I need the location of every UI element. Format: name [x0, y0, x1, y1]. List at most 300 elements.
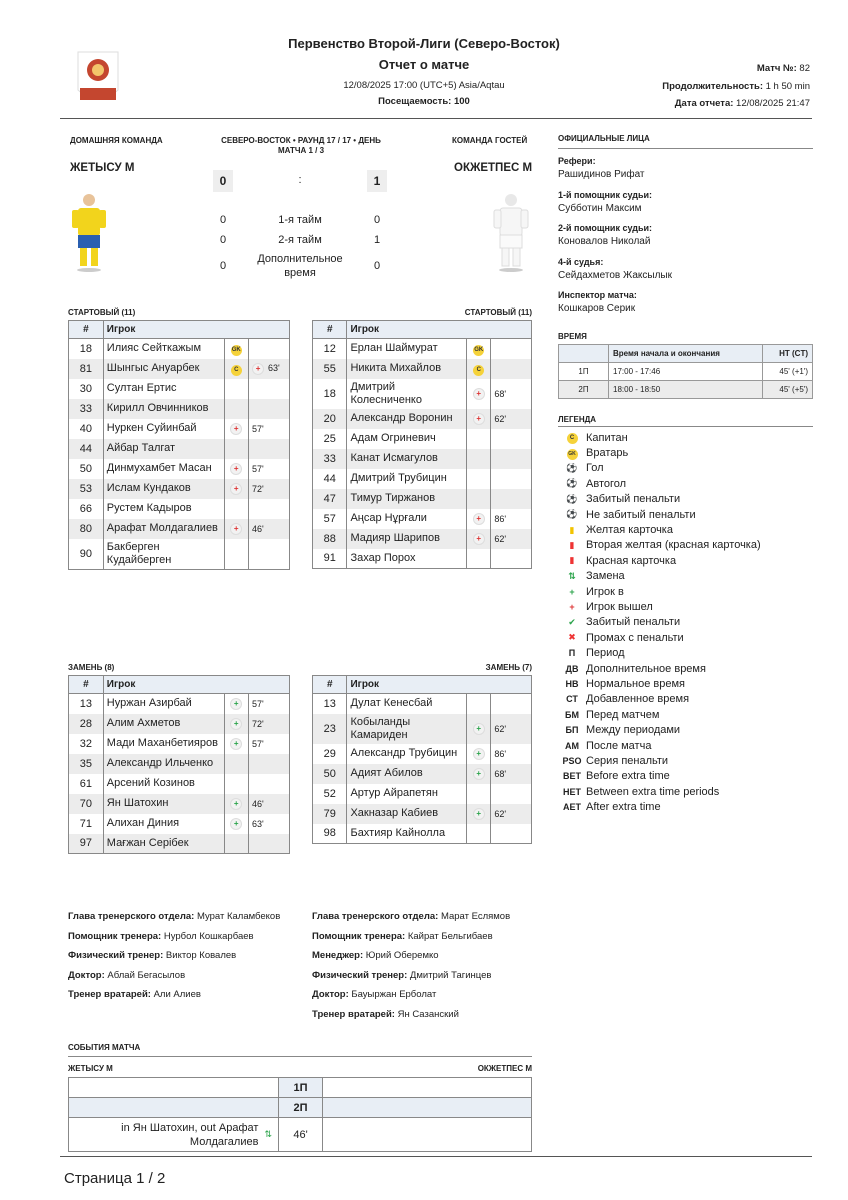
player-name: Мадияр Шарипов: [347, 529, 467, 549]
sub-minute: [491, 429, 532, 449]
legend-symbol: PSO: [562, 755, 582, 766]
player-out-icon: +: [230, 523, 242, 535]
table-row: [69, 794, 290, 814]
legend-label: Промах с пенальти: [586, 631, 684, 644]
staff-item: [68, 970, 280, 990]
table-row: [69, 499, 290, 519]
table-row: [313, 469, 532, 489]
player-number: 25: [313, 429, 347, 449]
staff-item: [312, 911, 510, 931]
goalkeeper-icon: GK: [473, 345, 484, 356]
officials-list: [558, 156, 672, 324]
legend-symbol: BET: [563, 771, 581, 782]
player-name: Ерлан Шаймурат: [347, 339, 467, 359]
player-in-icon: +: [230, 718, 242, 730]
sub-minute: 62': [491, 714, 532, 744]
player-name: Мади Маханбетияров: [103, 734, 224, 754]
events-divider: [68, 1056, 532, 1057]
player-number: 13: [69, 694, 104, 714]
table-row: [559, 363, 813, 381]
player-number: 28: [69, 714, 104, 734]
legend-label: Игрок в: [586, 585, 624, 598]
officials-title: ОФИЦИАЛЬНЫЕ ЛИЦА: [558, 134, 650, 143]
player-name: Александр Ильченко: [103, 754, 224, 774]
attendance: Посещаемость: 100: [378, 96, 470, 107]
legend-label: Между периодами: [586, 724, 681, 737]
official-item: [558, 223, 672, 257]
legend-item: [562, 799, 761, 814]
legend-title: ЛЕГЕНДА: [558, 415, 597, 424]
table-row: [313, 359, 532, 379]
staff-item: [312, 950, 510, 970]
staff-item: [312, 1009, 510, 1029]
player-number: 57: [313, 509, 347, 529]
player-name: Арафат Молдагалиев: [103, 519, 224, 539]
table-row: [313, 714, 532, 744]
sub-minute: 68': [491, 764, 532, 784]
captain-icon: C: [473, 365, 484, 376]
staff-role: Физический тренер:: [312, 969, 408, 981]
report-date: Дата отчета: 12/08/2025 21:47: [674, 98, 810, 109]
events-away-team: ОКЖЕТПЕС М: [477, 1064, 532, 1073]
sub-minute: [249, 439, 290, 459]
legend-symbol: GK: [567, 449, 578, 460]
legend-item: [562, 553, 761, 568]
player-out-icon: +: [230, 483, 242, 495]
player-in-icon: +: [230, 738, 242, 750]
player-number: 97: [69, 834, 104, 854]
legend-item: [562, 784, 761, 799]
sub-minute: [491, 784, 532, 804]
player-out-icon: +: [230, 423, 242, 435]
legend-symbol: ⚽: [566, 509, 578, 520]
sub-minute: 62': [491, 804, 532, 824]
table-row: [313, 824, 532, 844]
legend-item: [562, 769, 761, 784]
legend-label: Between extra time periods: [586, 785, 720, 798]
table-row: [69, 399, 290, 419]
legend-label: Вторая желтая (красная карточка): [586, 539, 761, 552]
staff-name: Али Алиев: [153, 989, 201, 1001]
player-name: Аңсар Нұрғали: [347, 509, 467, 529]
player-name: Мағжан Серібек: [103, 834, 224, 854]
legend-label: Забитый пенальти: [586, 493, 681, 506]
player-number: 98: [313, 824, 347, 844]
sub-minute: 63': [249, 814, 290, 834]
player-number: 90: [69, 539, 104, 570]
legend-item: [562, 722, 761, 737]
sub-minute: 46': [249, 519, 290, 539]
player-name: Шынгыс Ануарбек: [103, 359, 224, 379]
player-name: Айбар Талгат: [103, 439, 224, 459]
match-datetime: 12/08/2025 17:00 (UTC+5) Asia/Aqtau: [343, 80, 505, 91]
legend-item: [562, 645, 761, 660]
legend-item: [562, 445, 761, 460]
legend-symbol: +: [569, 601, 575, 612]
staff-item: [68, 989, 280, 1009]
sub-minute: [249, 754, 290, 774]
time-range: 17:00 - 17:46: [609, 363, 763, 381]
legend-label: Перед матчем: [586, 708, 660, 721]
table-row: [69, 539, 290, 570]
legend-item: [562, 738, 761, 753]
col-number: #: [69, 676, 104, 694]
sub-minute: 57': [249, 459, 290, 479]
official-name: Кошкаров Серик: [558, 303, 636, 314]
player-number: 47: [313, 489, 347, 509]
et-home: 0: [219, 260, 227, 272]
legend-symbol: ⚽: [566, 462, 578, 473]
legend-item: [562, 661, 761, 676]
table-row: [69, 439, 290, 459]
staff-name: Кайрат Бельгибаев: [407, 930, 493, 942]
legend-symbol: ⚽: [566, 493, 578, 504]
player-name: Артур Айрапетян: [347, 784, 467, 804]
table-row: [313, 429, 532, 449]
player-name: Нуркен Суйинбай: [103, 419, 224, 439]
period2-label: 2П: [279, 1098, 323, 1118]
legend-symbol: ⇅: [568, 570, 576, 581]
staff-role: Глава тренерского отдела:: [312, 911, 439, 922]
table-row: [313, 764, 532, 784]
staff-role: Помощник тренера:: [68, 930, 162, 942]
official-role: 4-й судья:: [558, 256, 604, 267]
player-number: 91: [313, 549, 347, 569]
player-number: 55: [313, 359, 347, 379]
table-header: [69, 321, 290, 339]
staff-role: Глава тренерского отдела:: [68, 911, 195, 922]
legend-label: Игрок вышел: [586, 600, 653, 613]
table-row: [313, 489, 532, 509]
official-name: Субботин Максим: [558, 202, 642, 214]
sub-minute: 72': [249, 479, 290, 499]
et-label: Дополнительное время: [257, 253, 343, 279]
player-in-icon: +: [230, 698, 242, 710]
legend-label: Красная карточка: [586, 554, 677, 567]
player-name: Илияс Сейткажым: [103, 339, 224, 359]
legend-item: [562, 599, 761, 614]
staff-name: Ян Сазанский: [397, 1008, 459, 1020]
legend-label: Before extra time: [586, 770, 670, 783]
legend-label: Замена: [586, 570, 625, 583]
table-row: [69, 339, 290, 359]
legend-item: [562, 461, 761, 476]
player-name: Захар Порох: [347, 549, 467, 569]
legend-label: Вратарь: [586, 447, 629, 460]
player-number: 71: [69, 814, 104, 834]
player-number: 70: [69, 794, 104, 814]
legend-symbol: П: [568, 648, 576, 659]
legend-label: Желтая карточка: [586, 524, 673, 537]
player-number: 18: [69, 339, 104, 359]
home-kit-icon: [70, 190, 108, 277]
player-number: 50: [313, 764, 347, 784]
home-starting-table: [68, 320, 290, 570]
table-row: [313, 449, 532, 469]
table-row: [313, 694, 532, 714]
staff-name: Дмитрий Тагинцев: [409, 969, 492, 981]
sub-minute: [249, 774, 290, 794]
player-number: 13: [313, 694, 347, 714]
events-title: СОБЫТИЯ МАТЧА: [68, 1043, 141, 1052]
legend-label: Дополнительное время: [586, 662, 706, 675]
event-row-period2: [69, 1098, 532, 1118]
player-in-icon: +: [230, 798, 242, 810]
player-out-icon: +: [252, 363, 264, 375]
official-name: Коновалов Николай: [558, 236, 651, 247]
away-starting-label: СТАРТОВЫЙ (11): [464, 308, 532, 317]
legend-item: [562, 476, 761, 491]
staff-role: Доктор:: [68, 969, 105, 981]
legend-label: Забитый пенальти: [586, 616, 681, 629]
player-in-icon: +: [473, 748, 485, 760]
table-row: [559, 381, 813, 399]
player-number: 20: [313, 409, 347, 429]
sub-minute: [249, 359, 290, 379]
player-name: Дмитрий Колесниченко: [347, 379, 467, 409]
player-number: 61: [69, 774, 104, 794]
legend-symbol: АМ: [565, 740, 579, 751]
sub-minute: [249, 339, 290, 359]
table-row: [313, 529, 532, 549]
goalkeeper-icon: GK: [231, 345, 242, 356]
table-row: [69, 834, 290, 854]
player-number: 18: [313, 379, 347, 409]
player-number: 23: [313, 714, 347, 744]
table-row: [69, 459, 290, 479]
sub-minute: 68': [491, 379, 532, 409]
legend-symbol: ✔: [568, 616, 576, 627]
player-out-icon: +: [473, 413, 485, 425]
legend-label: Гол: [586, 462, 604, 475]
legend-label: Не забитый пенальти: [586, 508, 696, 521]
player-name: Арсений Козинов: [103, 774, 224, 794]
legend-symbol: СТ: [566, 694, 578, 705]
player-number: 81: [69, 359, 104, 379]
sub-minute: 72': [249, 714, 290, 734]
event-row-period1: [69, 1078, 532, 1098]
player-name: Никита Михайлов: [347, 359, 467, 379]
legend-symbol: ✖: [568, 632, 576, 643]
official-role: 2-й помощник судьи:: [558, 223, 653, 233]
p2-home: 0: [219, 234, 227, 246]
legend-symbol: HET: [563, 786, 581, 797]
player-name: Ислам Кундаков: [103, 479, 224, 499]
legend-item: [562, 492, 761, 507]
player-name: Динмухамбет Масан: [103, 459, 224, 479]
sub-minute: [491, 694, 532, 714]
staff-role: Тренер вратарей:: [68, 989, 151, 1001]
legend-item: [562, 615, 761, 630]
et-away: 0: [373, 260, 381, 272]
sub-minute: 62': [491, 409, 532, 429]
legend-item: [562, 507, 761, 522]
player-number: 12: [313, 339, 347, 359]
player-number: 53: [69, 479, 104, 499]
table-row: [69, 379, 290, 399]
away-staff: [312, 911, 510, 1029]
legend-symbol: НВ: [565, 678, 579, 689]
ht-value: 45' (+1'): [762, 363, 812, 381]
staff-item: [68, 911, 280, 931]
sub-minute: [491, 449, 532, 469]
sub-minute: 57': [249, 734, 290, 754]
home-subs-label: ЗАМЕНЬ (8): [68, 663, 115, 672]
player-number: 79: [313, 804, 347, 824]
report-title: Первенство Второй-Лиги (Северо-Восток): [288, 36, 560, 51]
events-home-team: ЖЕТЫСУ М: [68, 1064, 113, 1073]
ht-value: 45' (+5'): [762, 381, 812, 399]
p1-home: 0: [219, 214, 227, 226]
player-name: Адам Огриневич: [347, 429, 467, 449]
p1-away: 0: [373, 214, 381, 226]
staff-name: Виктор Ковалев: [165, 950, 237, 962]
legend-symbol: ▮: [569, 555, 575, 566]
player-number: 33: [69, 399, 104, 419]
player-out-icon: +: [473, 388, 485, 400]
time-range: 18:00 - 18:50: [609, 381, 763, 399]
p2-away: 1: [373, 234, 381, 246]
official-role: Инспектор матча:: [558, 290, 637, 300]
staff-name: Нурбол Кошкарбаев: [163, 930, 254, 942]
player-name: Канат Исмагулов: [347, 449, 467, 469]
official-item: [558, 290, 672, 324]
score-separator: :: [298, 174, 302, 186]
sub-minute: 57': [249, 694, 290, 714]
player-name: Дулат Кенесбай: [347, 694, 467, 714]
event-row: [69, 1118, 532, 1152]
table-header: [69, 676, 290, 694]
sub-minute: 86': [491, 744, 532, 764]
sub-minute: 86': [491, 509, 532, 529]
legend-symbol: БП: [565, 725, 579, 736]
player-number: 88: [313, 529, 347, 549]
legend-symbol: ▮: [569, 524, 575, 535]
round-info: СЕВЕРО-ВОСТОК • РАУНД 17 / 17 • ДЕНЬ МАТЧА 1 / 3: [221, 136, 381, 155]
player-name: Кирилл Овчинников: [103, 399, 224, 419]
away-score: 1: [367, 170, 387, 192]
events-table: [68, 1077, 532, 1152]
legend-item: [562, 569, 761, 584]
official-role: 1-й помощник судьи:: [558, 189, 653, 200]
time-table: [558, 344, 813, 399]
match-number: Матч №: 82: [756, 63, 810, 74]
player-number: 35: [69, 754, 104, 774]
event-text: in Ян Шатохин, out Арафат Молдагалиев: [121, 1121, 259, 1148]
captain-icon: C: [231, 365, 242, 376]
legend-item: [562, 707, 761, 722]
table-row: [313, 379, 532, 409]
away-kit-icon: [492, 190, 530, 277]
legend-symbol: +: [569, 586, 575, 597]
legend-item: [562, 676, 761, 691]
player-number: 66: [69, 499, 104, 519]
player-number: 44: [69, 439, 104, 459]
col-ht: HT (CT): [762, 345, 812, 363]
player-name: Александр Воронин: [347, 409, 467, 429]
legend-item: [562, 753, 761, 768]
away-starting-table: [312, 320, 532, 569]
official-role: Рефери:: [558, 156, 596, 166]
staff-item: [312, 970, 510, 990]
table-row: [69, 714, 290, 734]
player-in-icon: +: [473, 808, 485, 820]
col-number: #: [313, 321, 347, 339]
sub-minute: [491, 824, 532, 844]
legend-label: После матча: [586, 739, 652, 752]
official-name: Рашидинов Рифат: [558, 169, 645, 180]
player-out-icon: +: [473, 533, 485, 545]
table-row: [69, 519, 290, 539]
away-team-label: КОМАНДА ГОСТЕЙ: [452, 136, 528, 145]
p1-label: 1-я тайм: [278, 214, 322, 226]
col-player: Игрок: [103, 676, 289, 694]
staff-item: [68, 931, 280, 951]
player-name: Александр Трубицин: [347, 744, 467, 764]
player-number: 32: [69, 734, 104, 754]
sub-minute: [491, 549, 532, 569]
match-duration: Продолжительность: 1 h 50 min: [662, 81, 810, 92]
legend-list: [562, 430, 761, 815]
player-name: Бакберген Кудайберген: [103, 539, 224, 570]
official-item: [558, 156, 672, 190]
player-number: 29: [313, 744, 347, 764]
player-in-icon: +: [230, 818, 242, 830]
staff-name: Марат Еслямов: [440, 911, 511, 922]
away-subs-table: [312, 675, 532, 844]
legend-item: [562, 538, 761, 553]
period: 1П: [559, 363, 609, 381]
legend-symbol: ⚽: [566, 478, 578, 489]
substitution-icon: ⇅: [264, 1129, 272, 1139]
legend-symbol: AET: [563, 802, 581, 813]
table-row: [69, 814, 290, 834]
staff-item: [68, 950, 280, 970]
player-name: Дмитрий Трубицин: [347, 469, 467, 489]
report-subtitle: Отчет о матче: [378, 57, 470, 72]
player-name: Адият Абилов: [347, 764, 467, 784]
home-team-label: ДОМАШНЯЯ КОМАНДА: [70, 136, 163, 145]
home-team-name: ЖЕТЫСУ М: [70, 162, 135, 174]
sub-minute: 57': [249, 419, 290, 439]
sub-minute: [491, 359, 532, 379]
home-subs-table: [68, 675, 290, 854]
sub-minute: [249, 834, 290, 854]
col-number: #: [313, 676, 347, 694]
home-score: 0: [213, 170, 233, 192]
legend-label: Капитан: [586, 431, 628, 444]
col-player: Игрок: [347, 676, 532, 694]
table-header: [313, 321, 532, 339]
official-item: [558, 257, 672, 291]
sub-minute: [249, 379, 290, 399]
staff-item: [312, 989, 510, 1009]
table-header: [559, 345, 813, 363]
staff-role: Менеджер:: [312, 950, 364, 962]
event-minute: 46': [279, 1118, 323, 1152]
legend-symbol: БМ: [565, 709, 579, 720]
staff-name: Аблай Бегасылов: [107, 969, 186, 981]
table-row: [69, 359, 290, 379]
player-number: 30: [69, 379, 104, 399]
legend-item: [562, 692, 761, 707]
table-row: [313, 744, 532, 764]
table-row: [69, 774, 290, 794]
legend-label: Нормальное время: [586, 677, 685, 690]
player-number: 50: [69, 459, 104, 479]
col-player: Игрок: [103, 321, 289, 339]
sub-minute: [249, 499, 290, 519]
